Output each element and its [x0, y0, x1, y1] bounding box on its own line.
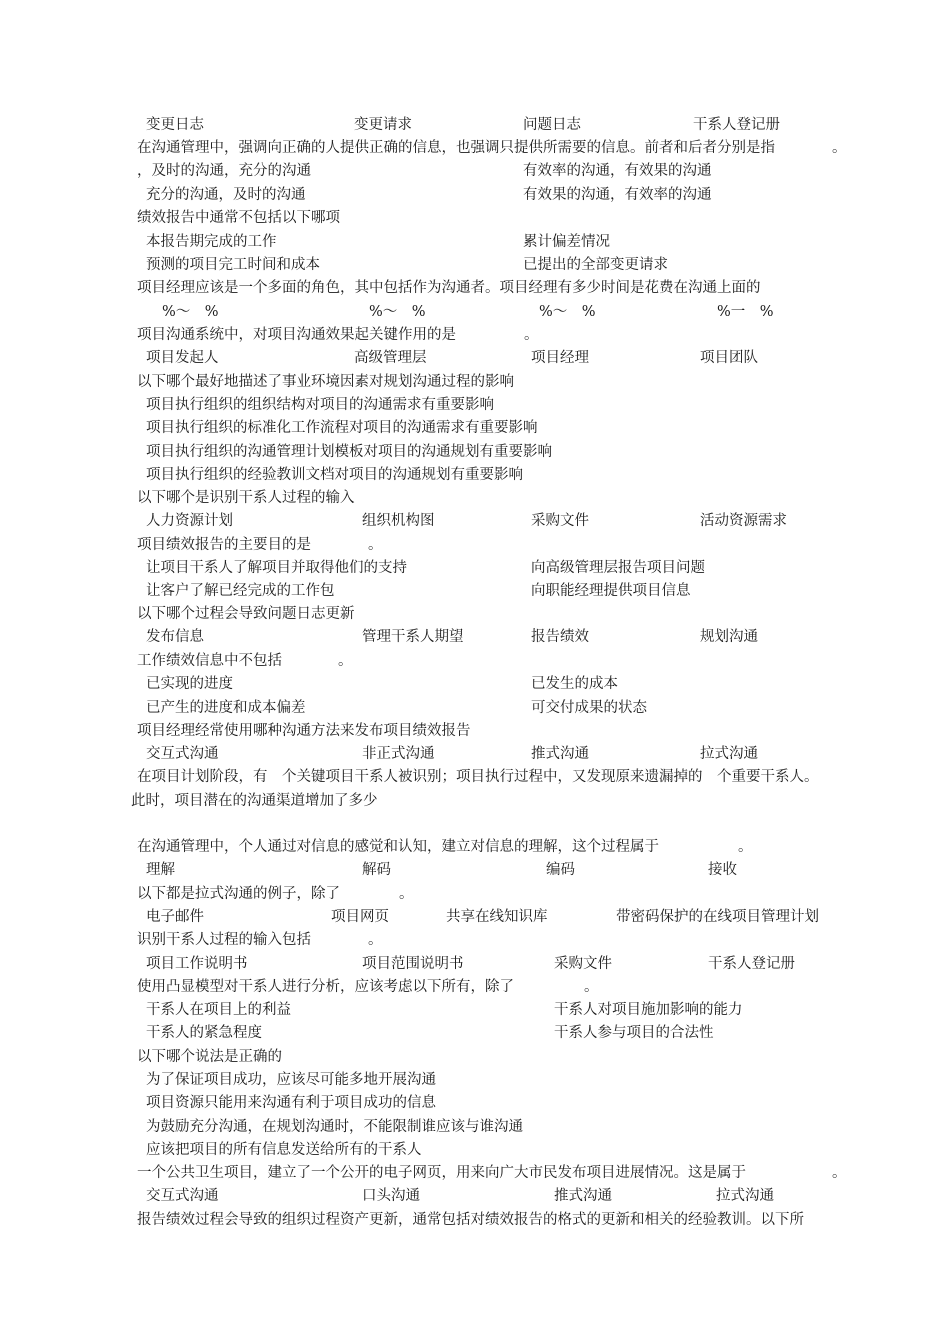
option-text: 预测的项目完工时间和成本 — [146, 257, 320, 273]
option-text: 有效果的沟通，有效率的沟通 — [523, 187, 712, 203]
option-text: 交互式沟通 — [146, 746, 219, 762]
option-text: 项目团队 — [700, 350, 758, 366]
question-text: 以下哪个说法是正确的 — [137, 1049, 282, 1065]
question-text: 在项目计划阶段，有 个关键项目干系人被识别；项目执行过程中，又发现原来遗漏掉的 个重要干系人。 — [137, 769, 819, 785]
option-text: 口头沟通 — [362, 1188, 420, 1204]
option-text: 项目网页 — [331, 909, 389, 925]
option-text: 项目资源只能用来沟通有利于项目成功的信息 — [146, 1095, 436, 1111]
option-text: 编码 — [546, 862, 575, 878]
option-text: 采购文件 — [554, 956, 612, 972]
option-text: %～ % — [369, 304, 426, 320]
option-text: ，及时的沟通，充分的沟通 — [137, 163, 311, 179]
option-text: 充分的沟通，及时的沟通 — [146, 187, 306, 203]
question-text: 工作绩效信息中不包括 — [137, 653, 282, 669]
option-text: 变更请求 — [354, 117, 412, 133]
question-blank: 。 — [368, 537, 383, 553]
option-text: 非正式沟通 — [362, 746, 435, 762]
question-blank: 。 — [524, 327, 539, 343]
option-text: 干系人在项目上的利益 — [146, 1002, 291, 1018]
option-text: 带密码保护的在线项目管理计划 — [616, 909, 819, 925]
option-text: 向职能经理提供项目信息 — [531, 583, 691, 599]
question-text: 以下哪个是识别干系人过程的输入 — [137, 490, 355, 506]
option-text: 为了保证项目成功，应该尽可能多地开展沟通 — [146, 1072, 436, 1088]
option-text: 项目经理 — [531, 350, 589, 366]
question-text: 识别干系人过程的输入包括 — [137, 932, 311, 948]
option-text: 可交付成果的状态 — [531, 700, 647, 716]
question-text: 项目经理应该是一个多面的角色，其中包括作为沟通者。项目经理有多少时间是花费在沟通上面的 — [137, 280, 761, 296]
option-text: 理解 — [146, 862, 175, 878]
option-text: 干系人对项目施加影响的能力 — [554, 1002, 743, 1018]
question-text: 项目经理经常使用哪种沟通方法来发布项目绩效报告 — [137, 723, 471, 739]
option-text: 已产生的进度和成本偏差 — [146, 700, 306, 716]
option-text: 累计偏差情况 — [523, 234, 610, 250]
option-text: 电子邮件 — [146, 909, 204, 925]
option-text: 解码 — [362, 862, 391, 878]
option-text: 已提出的全部变更请求 — [523, 257, 668, 273]
question-text: 在沟通管理中，强调向正确的人提供正确的信息，也强调只提供所需要的信息。前者和后者分别是指 — [137, 140, 775, 156]
option-text: 干系人的紧急程度 — [146, 1025, 262, 1041]
option-text: 有效率的沟通，有效果的沟通 — [523, 163, 712, 179]
option-text: 项目工作说明书 — [146, 956, 248, 972]
option-text: 推式沟通 — [531, 746, 589, 762]
option-text: 已发生的成本 — [531, 676, 618, 692]
question-blank: 。 — [832, 1165, 847, 1181]
question-text: 项目绩效报告的主要目的是 — [137, 537, 311, 553]
option-text: %～ % — [539, 304, 596, 320]
option-text: 交互式沟通 — [146, 1188, 219, 1204]
question-text: 一个公共卫生项目，建立了一个公开的电子网页，用来向广大市民发布项目进展情况。这是属于 — [137, 1165, 746, 1181]
option-text: 干系人参与项目的合法性 — [554, 1025, 714, 1041]
option-text: 活动资源需求 — [700, 513, 787, 529]
option-text: 规划沟通 — [700, 629, 758, 645]
option-text: 拉式沟通 — [700, 746, 758, 762]
option-text: 干系人登记册 — [708, 956, 795, 972]
option-text: 项目执行组织的经验教训文档对项目的沟通规划有重要影响 — [146, 467, 523, 483]
option-text: 采购文件 — [531, 513, 589, 529]
question-text: 项目沟通系统中，对项目沟通效果起关键作用的是 — [137, 327, 456, 343]
option-text: 为鼓励充分沟通，在规划沟通时，不能限制谁应该与谁沟通 — [146, 1119, 523, 1135]
option-text: 项目范围说明书 — [362, 956, 464, 972]
option-text: 报告绩效 — [531, 629, 589, 645]
option-text: 高级管理层 — [354, 350, 427, 366]
option-text: 问题日志 — [523, 117, 581, 133]
question-text: 此时，项目潜在的沟通渠道增加了多少 — [131, 793, 378, 809]
option-text: 共享在线知识库 — [446, 909, 548, 925]
question-text: 在沟通管理中，个人通过对信息的感觉和认知，建立对信息的理解，这个过程属于 — [137, 839, 659, 855]
question-blank: 。 — [399, 886, 414, 902]
option-text: 组织机构图 — [362, 513, 435, 529]
option-text: %一 % — [717, 304, 774, 320]
option-text: 项目发起人 — [146, 350, 219, 366]
option-text: 人力资源计划 — [146, 513, 233, 529]
option-text: 拉式沟通 — [716, 1188, 774, 1204]
option-text: 变更日志 — [146, 117, 204, 133]
question-text: 以下哪个最好地描述了事业环境因素对规划沟通过程的影响 — [137, 374, 514, 390]
option-text: 本报告期完成的工作 — [146, 234, 277, 250]
option-text: 发布信息 — [146, 629, 204, 645]
option-text: 已实现的进度 — [146, 676, 233, 692]
option-text: 让客户了解已经完成的工作包 — [146, 583, 335, 599]
option-text: 让项目干系人了解项目并取得他们的支持 — [146, 560, 407, 576]
question-blank: 。 — [584, 979, 599, 995]
option-text: 项目执行组织的组织结构对项目的沟通需求有重要影响 — [146, 397, 494, 413]
question-text: 使用凸显模型对干系人进行分析，应该考虑以下所有，除了 — [137, 979, 514, 995]
option-text: 项目执行组织的沟通管理计划模板对项目的沟通规划有重要影响 — [146, 444, 552, 460]
question-blank: 。 — [832, 140, 847, 156]
option-text: 干系人登记册 — [693, 117, 780, 133]
question-blank: 。 — [738, 839, 753, 855]
question-blank: 。 — [368, 932, 383, 948]
option-text: %～ % — [162, 304, 219, 320]
option-text: 向高级管理层报告项目问题 — [531, 560, 705, 576]
option-text: 应该把项目的所有信息发送给所有的干系人 — [146, 1142, 422, 1158]
question-text: 以下都是拉式沟通的例子，除了 — [137, 886, 340, 902]
question-text: 绩效报告中通常不包括以下哪项 — [137, 210, 340, 226]
question-text: 报告绩效过程会导致的组织过程资产更新，通常包括对绩效报告的格式的更新和相关的经验教训。以下所 — [137, 1212, 804, 1228]
option-text: 管理干系人期望 — [362, 629, 464, 645]
question-text: 以下哪个过程会导致问题日志更新 — [137, 606, 355, 622]
option-text: 项目执行组织的标准化工作流程对项目的沟通需求有重要影响 — [146, 420, 538, 436]
question-blank: 。 — [338, 653, 353, 669]
option-text: 接收 — [708, 862, 737, 878]
option-text: 推式沟通 — [554, 1188, 612, 1204]
